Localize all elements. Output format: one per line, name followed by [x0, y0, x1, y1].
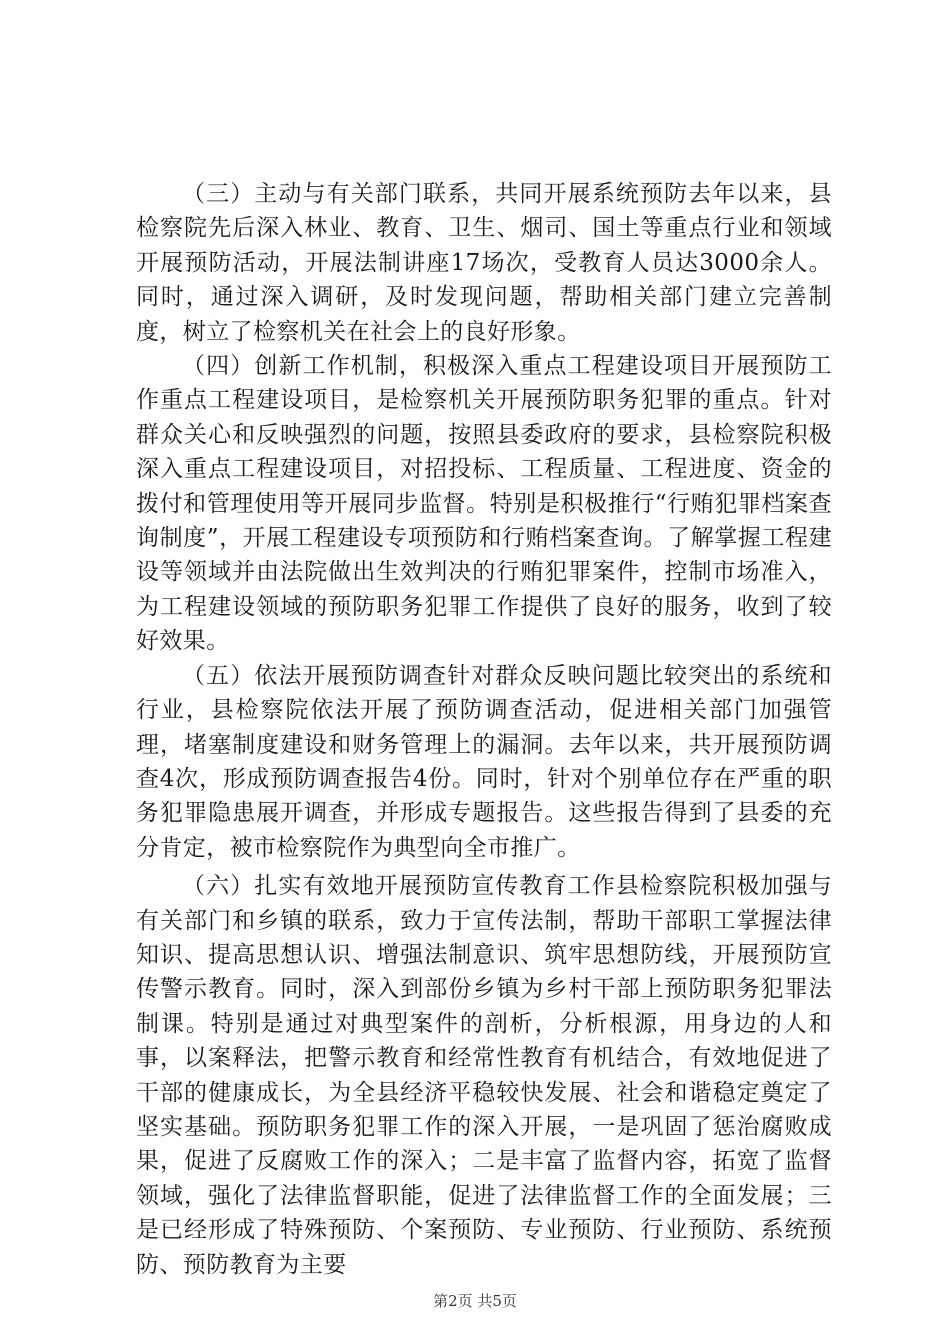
page-number-footer: 第2页 共5页 [433, 1292, 517, 1310]
paragraph-section-3: （三）主动与有关部门联系，共同开展系统预防去年以来，县检察院先后深入林业、教育、卫生、烟司、国土等重点行业和领域开展预防活动，开展法制讲座17场次，受教育人员达3000余人。同时，通过深入调研，及时发现问题，帮助相关部门建立完善制度，树立了检察机关在社会上的良好形象。 [136, 181, 832, 345]
paragraph-section-5: （五）依法开展预防调查针对群众反映问题比较突出的系统和行业，县检察院依法开展了预防调查活动，促进相关部门加强管理，堵塞制度建设和财务管理上的漏洞。去年以来，共开展预防调查4次，形成预防调查报告4份。同时，针对个别单位存在严重的职务犯罪隐患展开调查，并形成专题报告。这些报告得到了县委的充分肯定，被市检察院作为典型向全市推广。 [136, 662, 832, 861]
paragraph-section-4: （四）创新工作机制，积极深入重点工程建设项目开展预防工作重点工程建设项目，是检察机关开展预防职务犯罪的重点。针对群众关心和反映强烈的问题，按照县委政府的要求，县检察院积极深入重点工程建设项目，对招投标、工程质量、工程进度、资金的拨付和管理使用等开展同步监督。特别是积极推行“行贿犯罪档案查询制度”，开展工程建设专项预防和行贿档案查询。了解掌握工程建设等领域并由法院做出生效判决的行贿犯罪案件，控制市场准入，为工程建设领域的预防职务犯罪工作提供了良好的服务，收到了较好效果。 [136, 353, 832, 655]
document-body [136, 177, 832, 1282]
paragraph-section-6: （六）扎实有效地开展预防宣传教育工作县检察院积极加强与有关部门和乡镇的联系，致力于宣传法制，帮助干部职工掌握法律知识、提高思想认识、增强法制意识、筑牢思想防线，开展预防宣传警示教育。同时，深入到部份乡镇为乡村干部上预防职务犯罪法制课。特别是通过对典型案件的剖析，分析根源，用身边的人和事，以案释法，把警示教育和经常性教育有机结合，有效地促进了干部的健康成长，为全县经济平稳较快发展、社会和谐稳定奠定了坚实基础。预防职务犯罪工作的深入开展，一是巩固了惩治腐败成果，促进了反腐败工作的深入；二是丰富了监督内容，拓宽了监督领域，强化了法律监督职能，促进了法律监督工作的全面发展；三是已经形成了特殊预防、个案预防、专业预防、行业预防、系统预防、预防教育为主要 [136, 873, 832, 1278]
